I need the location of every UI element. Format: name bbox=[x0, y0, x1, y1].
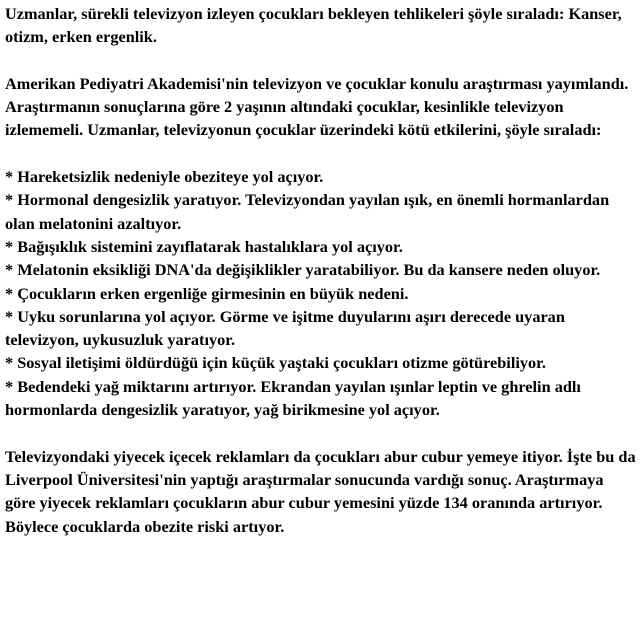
effect-item-hormonal: * Hormonal dengesizlik yaratıyor. Televizyondan yayılan ışık, en önemli hormanlardan olan melatonini azaltıyor. bbox=[5, 190, 610, 233]
effect-item-obesity: * Hareketsizlik nedeniyle obeziteye yol açıyor. bbox=[5, 167, 324, 187]
effect-item-puberty: * Çocukların erken ergenliğe girmesinin en büyük nedeni. bbox=[5, 283, 409, 303]
research-paragraph: Amerikan Pediyatri Akademisi'nin televizyon ve çocuklar konulu araştırması yayımlandı. Araştırmanın sonuçlarına göre 2 yaşının altındaki çocuklar, kesinlikle televizyon izlememeli. Uzmanlar, televizyonun çocuklar üzerindeki kötü etkilerini, şöyle sıraladı: bbox=[5, 73, 629, 140]
effect-item-melatonin: * Melatonin eksikliği DNA'da değişiklikler yaratabiliyor. Bu da kansere neden oluyor. bbox=[5, 260, 601, 280]
effect-item-sleep: * Uyku sorunlarına yol açıyor. Görme ve işitme duyularını aşırı derecede uyaran televizyon, uykusuzluk yaratıyor. bbox=[5, 306, 565, 350]
effects-list bbox=[5, 165, 638, 421]
effect-item-fat: * Bedendeki yağ miktarını artırıyor. Ekrandan yayılan ışınlar leptin ve ghrelin adlı hormonlarda dengesizlik yaratıyor, yağ birikmesine yol açıyor. bbox=[5, 376, 581, 420]
effect-item-immunity: * Bağışıklık sistemini zayıflatarak hastalıklara yol açıyor. bbox=[5, 236, 403, 256]
intro-paragraph: Uzmanlar, sürekli televizyon izleyen çocukları bekleyen tehlikeleri şöyle sıraladı: Kanser, otizm, erken ergenlik. bbox=[5, 4, 622, 47]
ads-paragraph: Televizyondaki yiyecek içecek reklamları da çocukları abur cubur yemeye itiyor. İşte bu da Liverpool Üniversitesi'nin yaptığı araştırmalar sonucunda vardığı sonuç. Araştırmaya göre yiyecek reklamları çocukların abur cubur yemesini yüzde 134 oranında artırıyor. Böylece çocuklarda obezite riski artıyor. bbox=[5, 446, 636, 536]
effect-item-autism: * Sosyal iletişimi öldürdüğü için küçük yaştaki çocukları otizme götürebiliyor. bbox=[5, 353, 546, 373]
